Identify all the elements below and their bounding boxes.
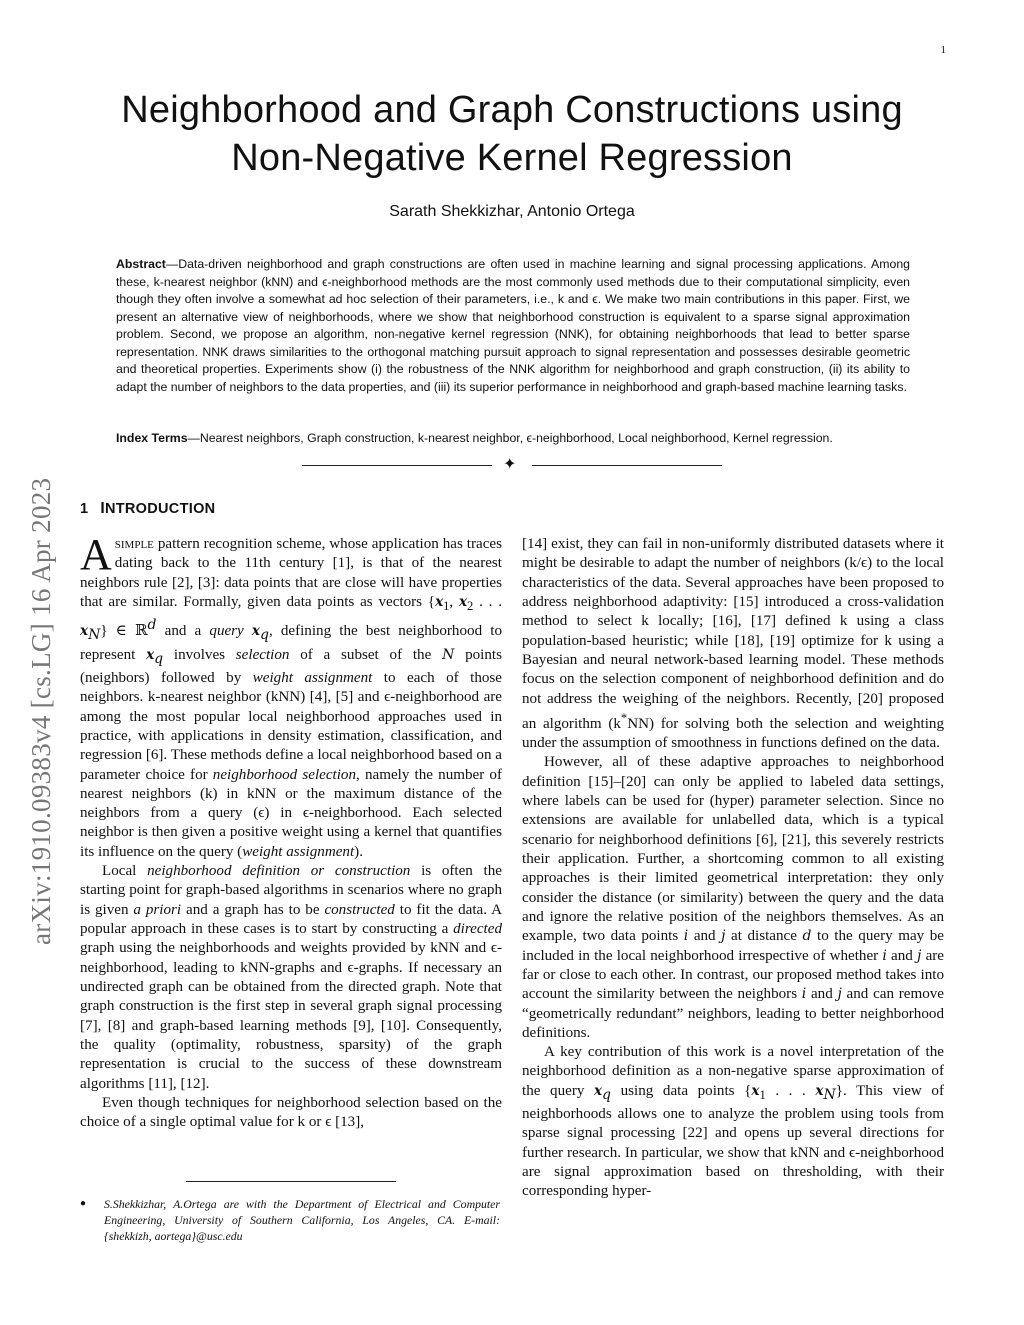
title-line-1: Neighborhood and Graph Constructions using xyxy=(121,89,903,131)
index-terms-text: —Nearest neighbors, Graph construction, k-nearest neighbor, ϵ-neighborhood, Local neighborhood, Kernel regression. xyxy=(187,431,833,445)
paragraph: However, all of these adaptive approaches to neighborhood definition [15]–[20] can only be applied to labeled data settings, where labels can be used for (hyper) parameter selection. Since no extensions are available for unlabelled data, which is a typical scenario for neighborhood definitions [6], [21], this severely restricts their application. Further, a shortcoming common to all existing approaches is their limited geometrical interpretation: they only consider the distance (or similarity) between the query and the data and ignore the relative position of the neighbors themselves. As an example, two data points i and j at distance d to the query may be included in the local neighborhood irrespective of whether i and j are far or close to each other. In contrast, our proposed method takes into account the similarity between the neighbors i and j and can remove “geometrically redundant” neighbors, leading to better neighborhood definitions. xyxy=(522,754,944,1041)
drop-cap: A xyxy=(80,530,112,579)
divider-line-right xyxy=(532,465,722,466)
abstract xyxy=(116,256,910,396)
divider-line-left xyxy=(302,465,492,466)
page-number: 1 xyxy=(940,44,946,56)
authors: Sarath Shekkizhar, Antonio Ortega xyxy=(389,203,635,220)
footnote xyxy=(80,1196,500,1244)
section-divider xyxy=(302,456,722,476)
footnote-text: S.Shekkizhar, A.Ortega are with the Department of Electrical and Computer Engineering, University of Southern California, Los Angeles, CA. E-mail: {shekkizh, aortega}@usc.edu xyxy=(104,1197,500,1243)
section-title-rest: NTRODUCTION xyxy=(104,501,216,517)
body-column-right xyxy=(522,535,944,1202)
paragraph: Asimple pattern recognition scheme, whose application has traces dating back to the 11th century [1], is that of the nearest neighbors rule [2], [3]: data points that are close will have properties that are similar. Formally, given data points as vectors {$x_1$, $x_2$ . . . $x_N$} ∈ ℝ$^d$ and a query $x_q$, defining the best neighborhood to represent $x_q$ involves selection of a subset of the N points (neighbors) followed by weight assignment to each of those neighbors. k-nearest neighbor (kNN) [4], [5] and ϵ-neighborhood are among the most popular local neighborhood approaches used in practice, with applications in density estimation, classification, and regression [6]. These methods define a local neighborhood based on a parameter choice for neighborhood selection, namely the number of nearest neighbors (k) in kNN or the maximum distance of the neighbors from a query (ϵ) in ϵ-neighborhood. Each selected neighbor is then given a positive weight using a kernel that quantifies its influence on the query (weight assignment). xyxy=(80,530,503,860)
section-heading xyxy=(80,500,215,518)
index-terms-label: Index Terms xyxy=(116,431,188,445)
footnote-bullet-icon: ● xyxy=(80,1198,87,1209)
paragraph: A key contribution of this work is a novel interpretation of the neighborhood definition as a non-negative sparse approximation of the query $x_q$ using data points {$x_1$ . . . $x_N$}. This view of neighborhoods allows one to analyze the problem using tools from sparse signal processing [22] and opens up several directions for further research. In particular, we show that kNN and ϵ-neighborhood are signal approximation based on thresholding, with their corresponding hyper- xyxy=(522,1044,944,1200)
abstract-text: —Data-driven neighborhood and graph constructions are often used in machine learning and signal processing applications. Among these, k-nearest neighbor (kNN) and ϵ-neighborhood methods are the most commonly used methods due to their computational simplicity, even though they often involve a somewhat ad hoc selection of their parameters, i.e., k and ϵ. We make two main contributions in this paper. First, we present an alternative view of neighborhoods, where we show that neighborhood construction is equivalent to a sparse signal approximation problem. Second, we propose an algorithm, non-negative kernel regression (NNK), for obtaining neighborhoods that lead to better sparse representation. NNK draws similarities to the orthogonal matching pursuit approach to signal representation and possesses desirable geometric and theoretical properties. Experiments show (i) the robustness of the NNK algorithm for neighborhood and graph construction, (ii) its ability to adapt the number of neighbors to the data properties, and (iii) its superior performance in neighborhood and graph-based machine learning tasks. xyxy=(116,257,910,394)
paper-title xyxy=(60,86,964,182)
divider-diamond-icon: ✦ xyxy=(503,456,517,473)
section-title-initial: I xyxy=(100,500,105,517)
abstract-label: Abstract xyxy=(116,257,166,271)
arxiv-identifier-stamp: arXiv:1910.09383v4 [cs.LG] 16 Apr 2023 xyxy=(26,477,56,945)
paragraph: Even though techniques for neighborhood selection based on the choice of a single optimal value for k or ϵ [13], xyxy=(80,1094,502,1131)
title-line-2: Non-Negative Kernel Regression xyxy=(231,137,793,179)
body-column-left xyxy=(80,530,503,1132)
paragraph: [14] exist, they can fail in non-uniformly distributed datasets where it might be desirable to adapt the number of neighbors (k/ϵ) to the local characteristics of the data. Several approaches have been proposed to address neighborhood adaptivity: [15] introduced a cross-validation method to select k locally; [16], [17] defined k using a class population-based heuristic; while [18], [19] optimize for k using a Bayesian and neural network-based learning model. These methods focus on the selection component of neighborhood definition and do not address the weighing of the neighbors. Recently, [20] proposed an algorithm (k*NN) for solving both the selection and weighting under the assumption of smoothness in functions defined on the data. xyxy=(522,536,944,752)
footnote-rule xyxy=(186,1181,396,1182)
paragraph: Local neighborhood definition or construction is often the starting point for graph-based algorithms in scenarios where no graph is given a priori and a graph has to be constructed to fit the data. A popular approach in these cases is to start by constructing a directed graph using the neighborhoods and weights provided by kNN and ϵ-neighborhood, leading to kNN-graphs and ϵ-graphs. If necessary an undirected graph can be obtained from the directed graph. Note that graph construction is the first step in several graph signal processing [7], [8] and graph-based learning methods [9], [10]. Consequently, the quality (optimality, robustness, sparsity) of the graph representation is crucial to the success of these downstream algorithms [11], [12]. xyxy=(80,863,502,1092)
section-number: 1 xyxy=(80,501,89,517)
index-terms xyxy=(116,430,910,447)
